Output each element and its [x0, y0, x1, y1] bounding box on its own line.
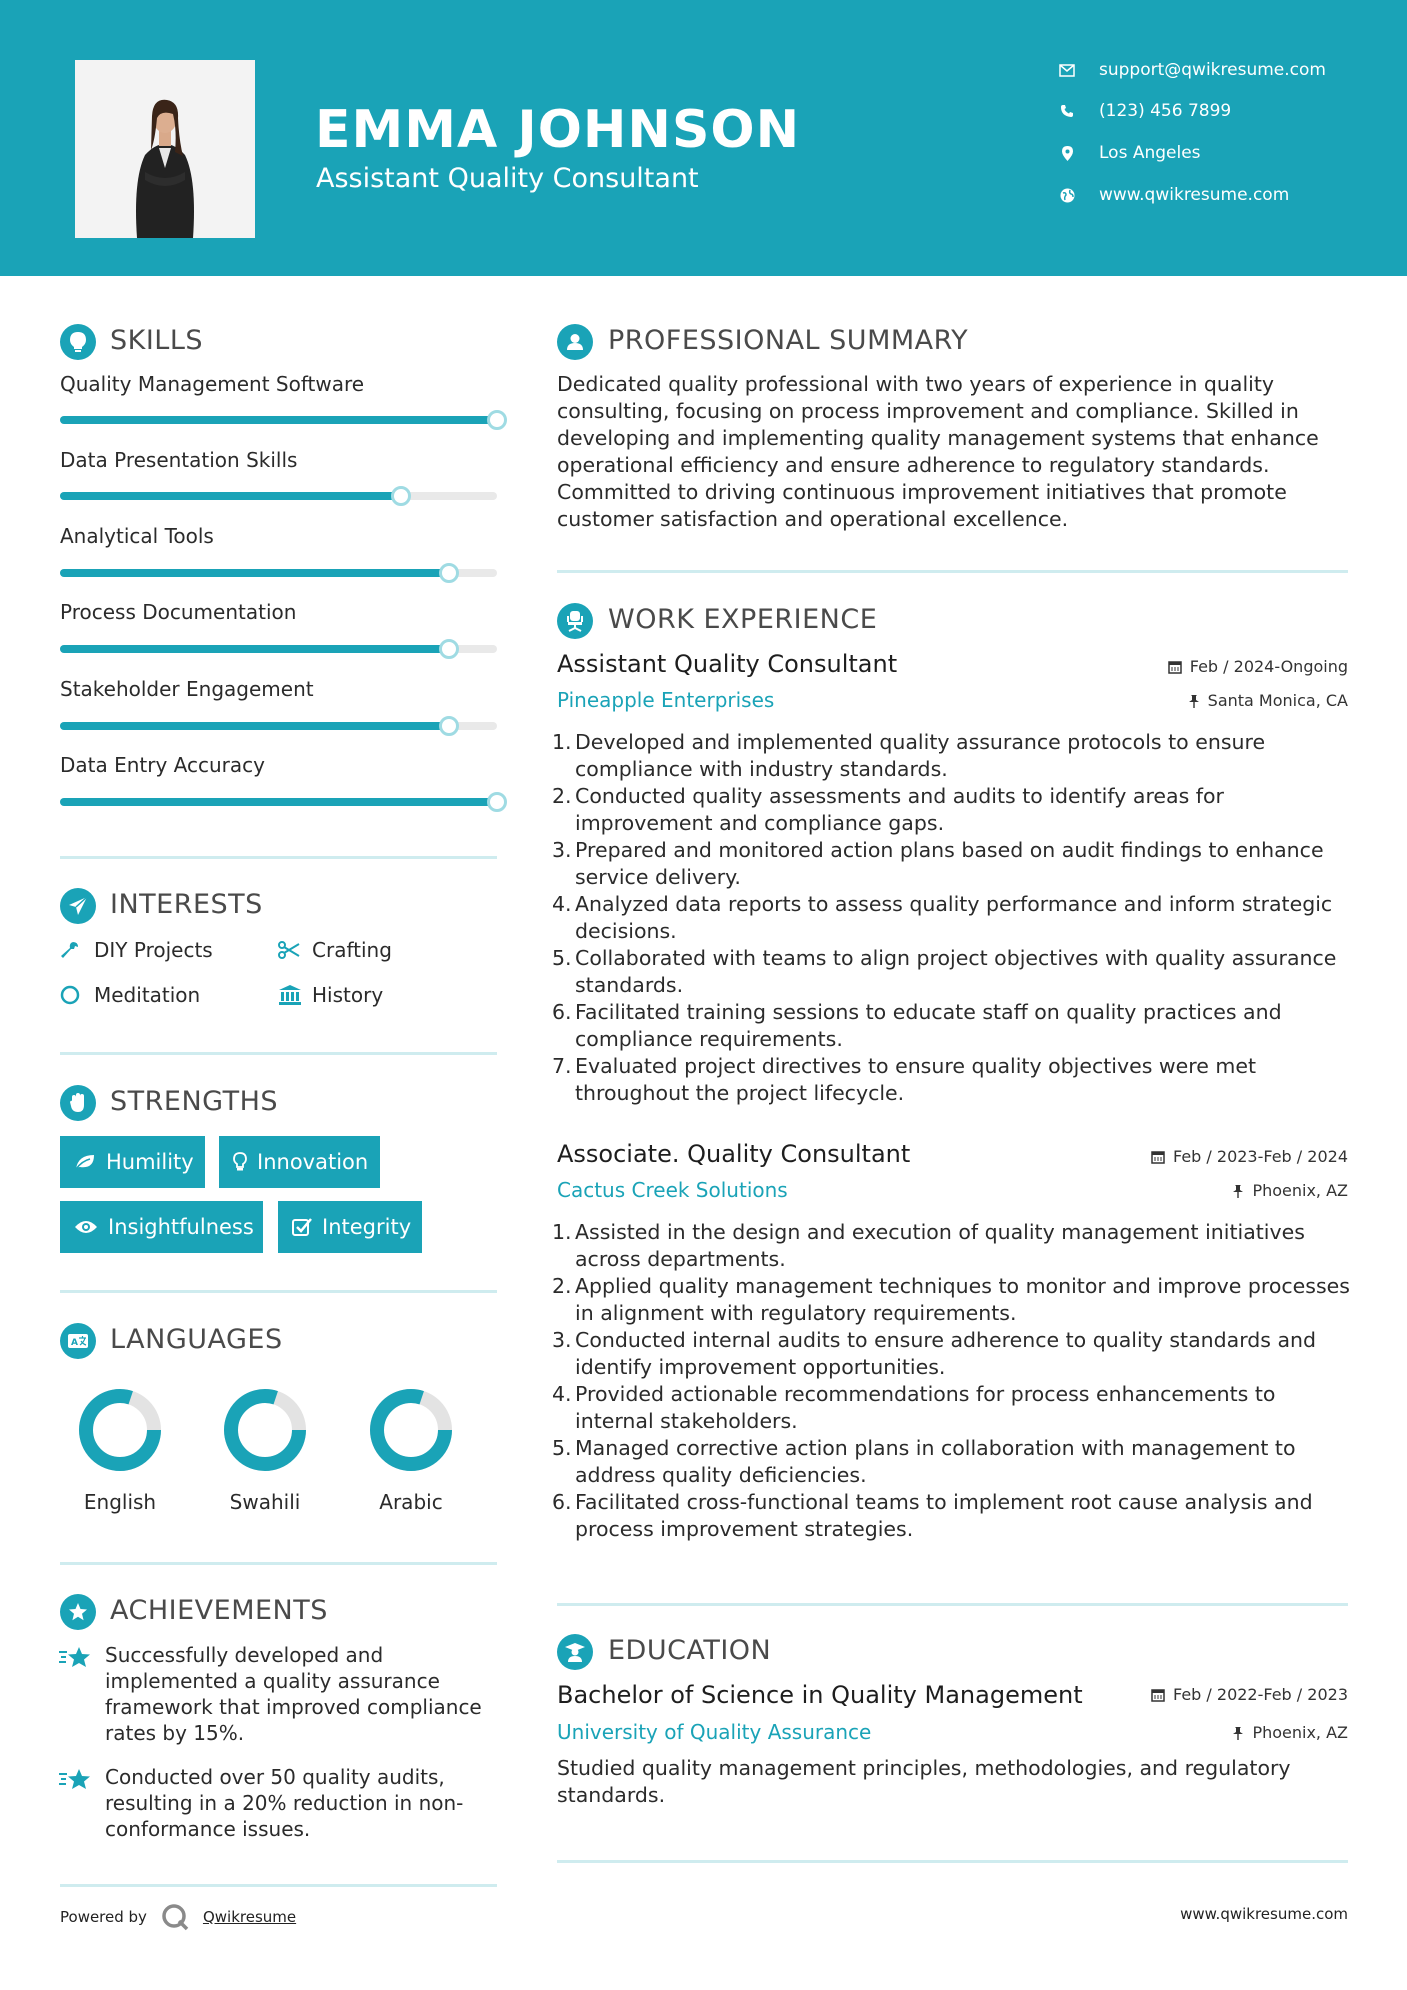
job-duty-number: 3.: [552, 838, 572, 862]
section-divider: [557, 1603, 1348, 1606]
interest-label: DIY Projects: [94, 938, 213, 962]
strength-label: Insightfulness: [108, 1215, 254, 1239]
job-duty-item: [552, 1219, 1357, 1273]
job-duty-item: [552, 837, 1357, 891]
job-duty-item: [552, 1435, 1357, 1489]
section-divider: [60, 1290, 497, 1293]
job-duty-item: [552, 945, 1357, 999]
job-duty-number: 6.: [552, 1490, 572, 1514]
strengths-heading: STRENGTHS: [110, 1086, 279, 1117]
calendar-icon: [1151, 1688, 1165, 1702]
job-duty-number: 7.: [552, 1054, 572, 1078]
skill-bar: [60, 798, 497, 806]
education-location: [1232, 1723, 1348, 1742]
lightbulb-icon: [60, 324, 96, 360]
job-duty-number: 6.: [552, 1000, 572, 1024]
strength-chip: [60, 1136, 205, 1188]
job-duty-text: Analyzed data reports to assess quality performance and inform strategic decisions.: [575, 892, 1333, 943]
job-duty-item: [552, 1273, 1357, 1327]
section-divider: [557, 1860, 1348, 1863]
person-photo-illustration: [75, 60, 255, 238]
qwikresume-link[interactable]: Qwikresume: [202, 1908, 297, 1926]
map-marker-icon: [1055, 146, 1079, 161]
job-date-text: Feb / 2024-Ongoing: [1189, 657, 1348, 676]
circle-icon: [60, 985, 86, 1005]
interest-item: [60, 935, 213, 965]
calendar-icon: [1168, 660, 1182, 674]
achievement-text: Conducted over 50 quality audits, resulting in a 20% reduction in non-conformance issues.: [105, 1765, 464, 1841]
skill-bar-knob: [391, 486, 411, 506]
skill-bar-fill: [60, 416, 497, 424]
skill-bar-knob: [487, 792, 507, 812]
graduate-icon: [557, 1634, 593, 1670]
skill-bar: [60, 645, 497, 653]
candidate-name: EMMA JOHNSON: [315, 100, 801, 160]
job-duty-text: Prepared and monitored action plans based on audit findings to enhance service delivery.: [575, 838, 1324, 889]
strength-label: Innovation: [257, 1150, 369, 1174]
language-donut: [222, 1387, 308, 1473]
job-location-text: Phoenix, AZ: [1252, 1181, 1348, 1200]
wrench-icon: [60, 940, 86, 960]
job-duty-number: 5.: [552, 946, 572, 970]
lightbulb-icon: [233, 1152, 247, 1172]
contact-website-text: www.qwikresume.com: [1099, 185, 1290, 205]
job-duty-number: 4.: [552, 892, 572, 916]
summary-heading: PROFESSIONAL SUMMARY: [608, 325, 969, 356]
job-duty-number: 3.: [552, 1328, 572, 1352]
job-duty-item: [552, 1053, 1357, 1107]
calendar-icon: [1151, 1150, 1165, 1164]
degree-title: Bachelor of Science in Quality Management: [557, 1681, 1083, 1709]
skill-bar-knob: [487, 410, 507, 430]
interest-item: [278, 980, 383, 1010]
job-duty-number: 5.: [552, 1436, 572, 1460]
skill-label: Quality Management Software: [60, 372, 365, 396]
job-duty-item: [552, 1381, 1357, 1435]
office-chair-icon: [557, 603, 593, 639]
job-duties-list: [552, 729, 1357, 1107]
job-title: Associate. Quality Consultant: [557, 1140, 911, 1168]
star-icon: [58, 1768, 92, 1796]
education-location-text: Phoenix, AZ: [1252, 1723, 1348, 1742]
skill-bar-fill: [60, 645, 449, 653]
section-divider: [60, 1052, 497, 1055]
skill-bar-fill: [60, 492, 401, 500]
contact-phone-text: (123) 456 7899: [1099, 101, 1232, 121]
strength-label: Humility: [106, 1150, 194, 1174]
skill-bar: [60, 492, 497, 500]
scissors-icon: [278, 941, 304, 959]
education-date-text: Feb / 2022-Feb / 2023: [1173, 1685, 1348, 1704]
language-donut: [368, 1387, 454, 1473]
contact-location-text: Los Angeles: [1099, 143, 1201, 163]
contact-website[interactable]: [1055, 180, 1395, 210]
skill-bar: [60, 569, 497, 577]
job-duty-number: 1.: [552, 1220, 572, 1244]
achievement-text: Successfully developed and implemented a quality assurance framework that improved compliance rates by 15%.: [105, 1643, 482, 1745]
powered-by-text: Powered by: [60, 1908, 147, 1926]
profile-photo: [75, 60, 255, 238]
contact-phone[interactable]: [1055, 96, 1395, 126]
contact-email[interactable]: [1055, 55, 1395, 85]
strength-label: Integrity: [322, 1215, 412, 1239]
pushpin-icon: [1188, 694, 1200, 708]
interest-item: [278, 935, 392, 965]
leaf-icon: [74, 1153, 96, 1171]
envelope-icon: [1055, 64, 1079, 77]
job-duty-item: [552, 1327, 1357, 1381]
resume-header: [0, 0, 1407, 276]
job-duty-text: Collaborated with teams to align project objectives with quality assurance standards.: [575, 946, 1337, 997]
pushpin-icon: [1232, 1184, 1244, 1198]
job-date: [1151, 1147, 1348, 1166]
skill-bar: [60, 416, 497, 424]
achievements-heading: ACHIEVEMENTS: [110, 1595, 328, 1626]
language-label: English: [83, 1490, 157, 1514]
skill-bar-knob: [439, 716, 459, 736]
interests-heading: INTERESTS: [110, 889, 263, 920]
job-title: Assistant Quality Consultant: [557, 650, 898, 678]
job-duty-text: Provided actionable recommendations for process enhancements to internal stakeholders.: [575, 1382, 1276, 1433]
job-duty-text: Managed corrective action plans in collaboration with management to address quality deficiencies.: [575, 1436, 1296, 1487]
check-square-icon: [292, 1217, 312, 1237]
job-duty-text: Developed and implemented quality assurance protocols to ensure compliance with industry standards.: [575, 730, 1266, 781]
job-duty-text: Conducted internal audits to ensure adherence to quality standards and identify improvement opportunities.: [575, 1328, 1317, 1379]
star-icon: [58, 1646, 92, 1674]
section-divider: [60, 856, 497, 859]
university-icon: [278, 984, 304, 1006]
user-icon: [557, 324, 593, 360]
skill-label: Analytical Tools: [60, 524, 214, 548]
job-duty-text: Conducted quality assessments and audits to identify areas for improvement and compliance gaps.: [575, 784, 1224, 835]
education-date: [1151, 1685, 1348, 1704]
section-divider: [60, 1562, 497, 1565]
experience-heading: WORK EXPERIENCE: [608, 604, 878, 635]
phone-icon: [1055, 104, 1079, 118]
job-date: [1168, 657, 1348, 676]
skill-bar-fill: [60, 569, 449, 577]
strength-chip: [278, 1201, 422, 1253]
eye-icon: [74, 1219, 98, 1235]
job-location: [1188, 691, 1348, 710]
company-name: Cactus Creek Solutions: [557, 1178, 788, 1202]
job-duty-item: [552, 999, 1357, 1053]
languages-heading: LANGUAGES: [110, 1324, 283, 1355]
language-label: Arabic: [379, 1490, 443, 1514]
skill-label: Data Entry Accuracy: [60, 753, 265, 777]
language-icon: [60, 1323, 96, 1359]
footer-website[interactable]: www.qwikresume.com: [1180, 1905, 1348, 1923]
skill-bar-knob: [439, 639, 459, 659]
interest-item: [60, 980, 200, 1010]
globe-icon: [1055, 188, 1079, 203]
summary-text: Dedicated quality professional with two years of experience in quality consulting, focusing on process improvement and compliance. Skilled in developing and implementing quality management systems that enhance operational efficiency and ensure adherence to regulatory standards. Committed to driving continuous improvement initiatives that promote customer satisfaction and operational excellence.: [557, 372, 1319, 531]
job-duties-list: [552, 1219, 1357, 1543]
skills-heading: SKILLS: [110, 325, 204, 356]
job-duty-number: 4.: [552, 1382, 572, 1406]
interest-label: Meditation: [94, 983, 201, 1007]
education-heading: EDUCATION: [608, 1635, 772, 1666]
skill-bar-fill: [60, 798, 497, 806]
contact-location: [1055, 138, 1395, 168]
skill-bar-knob: [439, 563, 459, 583]
job-duty-text: Facilitated cross-functional teams to implement root cause analysis and process improvement strategies.: [575, 1490, 1313, 1541]
paper-plane-icon: [60, 888, 96, 924]
job-duty-item: [552, 783, 1357, 837]
skill-bar: [60, 722, 497, 730]
job-date-text: Feb / 2023-Feb / 2024: [1173, 1147, 1348, 1166]
job-duty-text: Facilitated training sessions to educate staff on quality practices and compliance requirements.: [575, 1000, 1282, 1051]
hand-icon: [60, 1085, 96, 1121]
job-duty-item: [552, 729, 1357, 783]
company-name: Pineapple Enterprises: [557, 688, 775, 712]
job-duty-text: Assisted in the design and execution of quality management initiatives across departments.: [575, 1220, 1305, 1271]
strength-chip: [219, 1136, 380, 1188]
skill-label: Stakeholder Engagement: [60, 677, 314, 701]
job-duty-number: 1.: [552, 730, 572, 754]
skill-label: Data Presentation Skills: [60, 448, 298, 472]
section-divider: [60, 1884, 497, 1887]
svg-text:A: A: [71, 1338, 78, 1348]
job-duty-number: 2.: [552, 784, 572, 808]
language-donut: [77, 1387, 163, 1473]
job-duty-item: [552, 891, 1357, 945]
skill-label: Process Documentation: [60, 600, 297, 624]
skill-bar-fill: [60, 722, 449, 730]
job-duty-text: Applied quality management techniques to monitor and improve processes in alignment with regulatory requirements.: [575, 1274, 1350, 1325]
strength-chip: [60, 1201, 263, 1253]
interest-label: Crafting: [312, 938, 392, 962]
job-duty-text: Evaluated project directives to ensure quality objectives were met throughout the project lifecycle.: [575, 1054, 1257, 1105]
language-label: Swahili: [229, 1490, 301, 1514]
contact-email-text: support@qwikresume.com: [1099, 60, 1326, 80]
qwikresume-logo-icon: [161, 1903, 189, 1931]
footer-powered-by: [60, 1902, 296, 1932]
section-divider: [557, 570, 1348, 573]
pushpin-icon: [1232, 1726, 1244, 1740]
interest-label: History: [312, 983, 384, 1007]
job-duty-number: 2.: [552, 1274, 572, 1298]
school-name: University of Quality Assurance: [557, 1720, 872, 1744]
candidate-title: Assistant Quality Consultant: [316, 163, 699, 194]
job-duty-item: [552, 1489, 1357, 1543]
star-badge-icon: [60, 1594, 96, 1630]
education-description: Studied quality management principles, methodologies, and regulatory standards.: [557, 1756, 1291, 1807]
job-location-text: Santa Monica, CA: [1207, 691, 1348, 710]
job-location: [1232, 1181, 1348, 1200]
